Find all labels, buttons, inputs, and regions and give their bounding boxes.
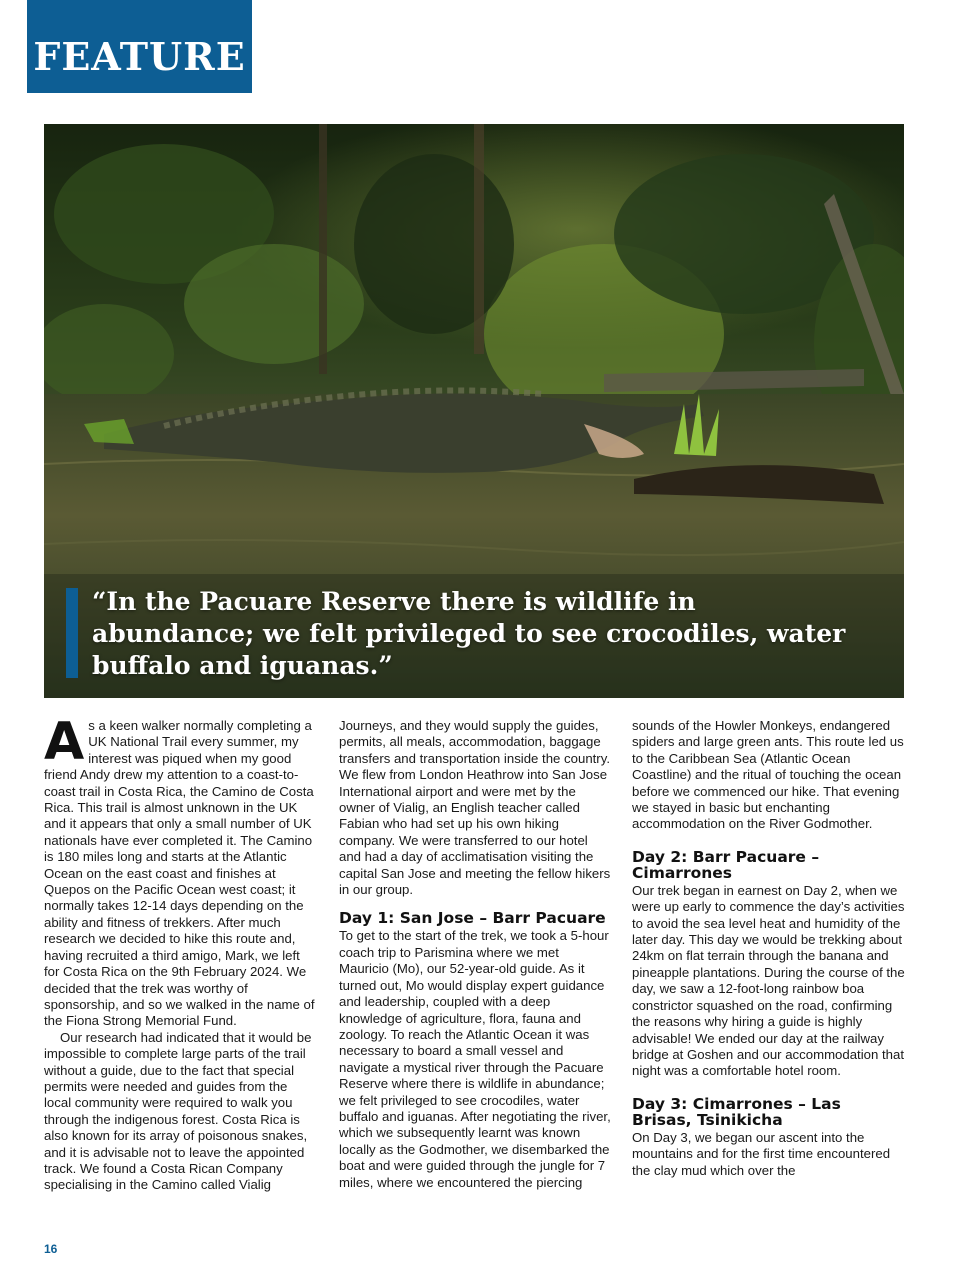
pull-quote <box>66 588 866 682</box>
subheading-day-2: Day 2: Barr Pacuare – Cimarrones <box>632 847 820 882</box>
pull-quote-text: “In the Pacuare Reserve there is wildlife in abundance; we felt privileged to see crocodiles, water buffalo and iguanas.” <box>92 587 846 680</box>
subheading-day-1: Day 1: San Jose – Barr Pacuare <box>339 909 606 928</box>
article-paragraph: Our research had indicated that it would be impossible to complete large parts of the trail without a guide, due to the fact that special permits were needed and guides from the local community were required to walk you through the indigenous forest. Costa Rica is also known for its array of poisonous snakes, and it is advisable not to leave the appointed track. We found a Costa Rican Company specialising in the Camino called Vialig <box>44 1029 312 1193</box>
article-paragraph: To get to the start of the trek, we took a 5-hour coach trip to Parismina where we met Mauricio (Mo), our 52-year-old guide. As it turned out, Mo would display expert guidance and leadership, coupled with a deep knowledge of agriculture, flora, fauna and zoology. To reach the Atlantic Ocean it was necessary to board a small vessel and navigate a mystical river through the Pacuare Reserve where there is wildlife in abundance; we felt privileged to see crocodiles, water buffalo and iguanas. After negotiating the river, which we subsequently learnt was known locally as the Godmother, we disembarked the boat and were guided through the jungle for 7 miles, where we encountered the piercing <box>339 928 611 1190</box>
pull-quote-bar <box>66 588 78 678</box>
article-paragraph: Our trek began in earnest on Day 2, when we were up early to commence the day’s activities to avoid the sea level heat and humidity of the later day. This day we would be trekking about 24km on flat terrain through the banana and pineapple plantations. During the course of the day, we saw a 12-foot-long rainbow boa constrictor squashed on the road, confirming the reasons why hiring a guide is highly advisable! We ended our day at the railway bridge at Goshen and our accommodation that night was a comfortable hotel room. <box>632 882 905 1079</box>
article-paragraph: On Day 3, we began our ascent into the mountains and for the first time encountered the clay mud which over the <box>632 1129 891 1178</box>
article-column-1 <box>44 712 317 1194</box>
section-tag-label: FEATURE <box>33 34 246 79</box>
article-column-2 <box>339 718 612 1191</box>
article-paragraph <box>44 712 317 1030</box>
dropcap: A <box>44 712 85 772</box>
hero-photo <box>44 124 904 698</box>
subheading-day-3: Day 3: Cimarrones – Las Brisas, Tsinikicha <box>632 1094 841 1129</box>
article-column-3 <box>632 718 905 1179</box>
article-text: s a keen walker normally completing a UK National Trail every summer, my interest was piqued when my good friend Andy drew my attention to a coast-to-coast trail in Costa Rica, the Camino de Costa Rica. This trail is almost unknown in the UK and it appears that only a small number of UK nationals have ever completed it. The Camino is 180 miles long and starts at the Atlantic Ocean on the east coast and finishes at Quepos on the Pacific Ocean west coast; it normally takes 12-14 days depending on the ability and fitness of trekkers. After much research we decided to hike this route and, having recruited a third amigo, Mark, we left for Costa Rica on the 9th February 2024. We decided that the trek was worthy of sponsorship, and so we walked in the name of the Fiona Strong Memorial Fund. <box>44 718 315 1029</box>
article-paragraph: Journeys, and they would supply the guides, permits, all meals, accommodation, baggage transfers and transportation inside the country. We flew from London Heathrow into San Jose International airport and were met by the owner of Vialig, an English teacher called Fabian who had set up his own hiking company. We were transferred to our hotel and had a day of acclimatisation visiting the capital San Jose and meeting the fellow hikers in our group. <box>339 718 611 898</box>
page-number: 16 <box>44 1242 58 1256</box>
article-paragraph: sounds of the Howler Monkeys, endangered spiders and large green ants. This route led us to the Caribbean Sea (Atlantic Ocean Coastline) and the ritual of touching the ocean before we commenced our hike. That evening we stayed in basic but enchanting accommodation on the River Godmother. <box>632 718 904 832</box>
section-tag <box>27 0 252 93</box>
